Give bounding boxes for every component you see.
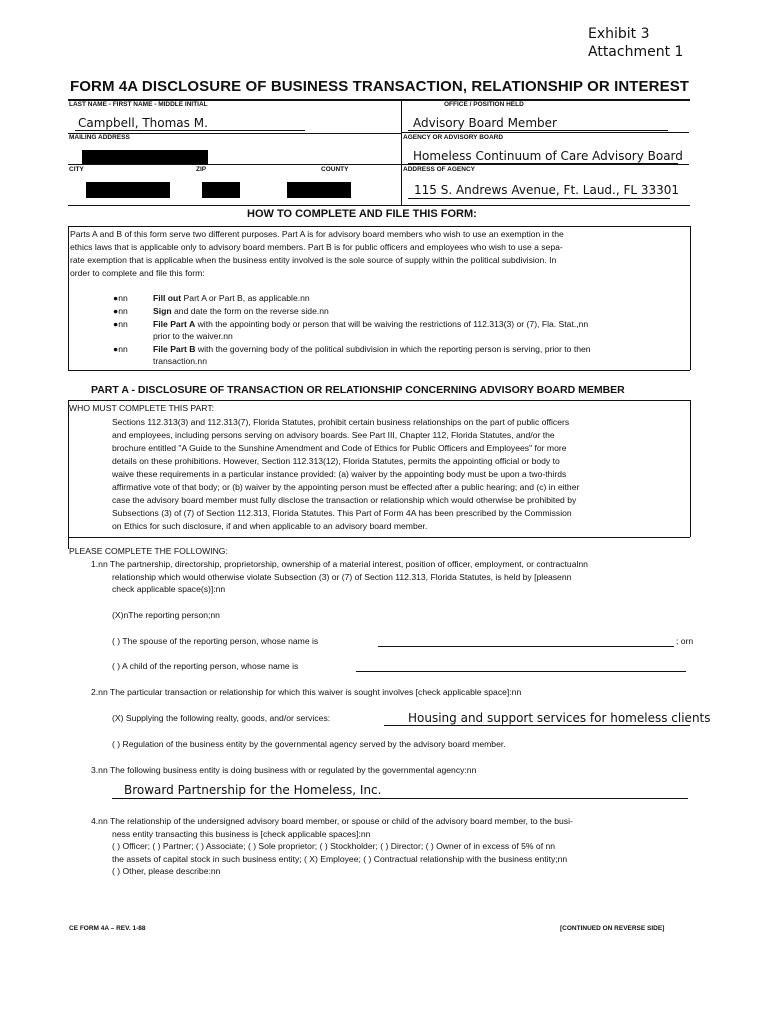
- box-bottom-border: [68, 205, 690, 206]
- box-center-divider: [401, 100, 402, 205]
- who-paragraph-line: waive these requirements in a particular instance provided: (a) waiver by the appointing body must be upon a two-thirds: [112, 469, 567, 479]
- q4-relationship-options[interactable]: ( ) Officer; ( ) Partner; ( ) Associate; ( ) Sole proprietor; ( ) Stockholder; ( ) Director; ( ) Owner of in excess of 5% of nn: [112, 841, 556, 851]
- q2-services-value[interactable]: Housing and support services for homeless clients: [408, 711, 711, 725]
- agency-row-border: [401, 164, 689, 165]
- question-4-line: 4.nn The relationship of the undersigned advisory board member, or spouse or child of the advisory board member, to the busi-: [91, 816, 573, 826]
- howto-heading: HOW TO COMPLETE AND FILE THIS FORM:: [247, 208, 477, 220]
- part-a-left-border: [68, 400, 69, 537]
- office-underline: [408, 130, 668, 131]
- form-revision-label: CE FORM 4A – REV. 1-88: [69, 925, 146, 932]
- mailing-row-border: [68, 164, 401, 165]
- county-label: COUNTY: [321, 166, 349, 173]
- howto-bullet: ●nn Sign and date the form on the reverse side.nn: [113, 306, 329, 316]
- zip-label: ZIP: [196, 166, 207, 173]
- attachment-label: Attachment 1: [588, 44, 684, 60]
- who-paragraph-line: affirmative vote of that body; or (b) waiver by the appointing person must be effected after a public hearing; and (c) in either: [112, 482, 580, 492]
- office-label: OFFICE / POSITION HELD: [444, 101, 524, 108]
- county-redaction: [287, 182, 351, 198]
- office-value[interactable]: Advisory Board Member: [413, 116, 557, 130]
- spouse-name-line[interactable]: [378, 646, 674, 647]
- please-complete-label: PLEASE COMPLETE THE FOLLOWING:: [69, 546, 228, 556]
- howto-intro-line: Parts A and B of this form serve two different purposes. Part A is for advisory board members who wish to use an exemption in the: [70, 229, 564, 239]
- zip-redaction: [202, 182, 240, 198]
- agency-address-value[interactable]: 115 S. Andrews Avenue, Ft. Laud., FL 33301: [414, 183, 680, 197]
- howto-top-border: [68, 226, 690, 227]
- who-paragraph-line: brochure entitled "A Guide to the Sunshine Amendment and Code of Ethics for Public Officers and Employees" for more: [112, 443, 567, 453]
- howto-left-border: [68, 226, 69, 370]
- city-label: CITY: [69, 166, 84, 173]
- howto-intro-line: order to complete and file this form:: [70, 268, 205, 278]
- part-a-right-border: [690, 400, 691, 537]
- q4-other-option[interactable]: ( ) Other, please describe:nn: [112, 866, 221, 876]
- question-2: 2.nn The particular transaction or relationship for which this waiver is sought involves [check applicable space]:nn: [91, 687, 522, 697]
- part-a-who-bottom-border: [68, 537, 690, 538]
- who-paragraph-line: Subsections (3) of (7) of Section 112.313, Florida Statutes. This Part of Form 4A has been prescribed by the Commission: [112, 508, 572, 518]
- name-value[interactable]: Campbell, Thomas M.: [78, 116, 208, 130]
- question-3: 3.nn The following business entity is doing business with or regulated by the governmental agency:nn: [91, 765, 477, 775]
- form-title: FORM 4A DISCLOSURE OF BUSINESS TRANSACTION, RELATIONSHIP OR INTEREST: [70, 78, 690, 95]
- q1-option-reporting-person[interactable]: (X)nThe reporting person;nn: [112, 610, 220, 620]
- q2-option-regulation[interactable]: ( ) Regulation of the business entity by the governmental agency served by the advisory board member.: [112, 739, 506, 749]
- part-a-heading: PART A - DISCLOSURE OF TRANSACTION OR RELATIONSHIP CONCERNING ADVISORY BOARD MEMBER: [91, 384, 625, 396]
- child-name-line[interactable]: [356, 671, 686, 672]
- mailing-redaction: [82, 150, 208, 164]
- address-underline: [408, 198, 670, 199]
- howto-bullet: ●nn File Part A with the appointing body or person that will be waiving the restrictions of 112.313(3) or (7), Fla. Stat.,nn: [113, 319, 589, 329]
- agency-value[interactable]: Homeless Continuum of Care Advisory Board: [413, 149, 683, 163]
- q3-business-entity-value[interactable]: Broward Partnership for the Homeless, Inc.: [124, 783, 382, 797]
- q1-option-spouse-end: ; orn: [676, 636, 694, 646]
- question-1-line: relationship which would otherwise violate Subsection (3) or (7) of Section 112.313, Florida Statutes, is held by [pleasenn: [112, 572, 572, 582]
- who-paragraph-line: case the advisory board member must fully disclose the transaction or relationship which would otherwise be prohibited by: [112, 495, 577, 505]
- who-paragraph-line: and employees, including persons serving on advisory boards. See Part III, Chapter 112, Florida Statutes, and/or the: [112, 430, 555, 440]
- q4-relationship-options[interactable]: the assets of capital stock in such business entity; ( X) Employee; ( ) Contractual relationship with the business entity;nn: [112, 854, 568, 864]
- howto-intro-line: ethics laws that is applicable only to advisory board members. Part B is for public officers and employees who wish to use a sepa-: [70, 242, 563, 252]
- part-a-left-border-tail: [68, 537, 69, 549]
- howto-bullet-continuation: transaction.nn: [153, 356, 207, 366]
- agency-label: AGENCY OR ADVISORY BOARD: [403, 134, 504, 141]
- question-1-line: check applicable space(s)]:nn: [112, 584, 226, 594]
- q1-option-child[interactable]: ( ) A child of the reporting person, whose name is: [112, 661, 299, 671]
- who-must-complete-label: WHO MUST COMPLETE THIS PART:: [69, 403, 214, 413]
- agency-address-label: ADDRESS OF AGENCY: [403, 166, 475, 173]
- continued-label: [CONTINUED ON REVERSE SIDE]: [560, 925, 665, 932]
- howto-right-border: [690, 226, 691, 370]
- q1-option-spouse[interactable]: ( ) The spouse of the reporting person, whose name is: [112, 636, 319, 646]
- who-paragraph-line: Sections 112.313(3) and 112.313(7), Florida Statutes, prohibit certain business relationships on the part of public officers: [112, 417, 570, 427]
- who-paragraph-line: details on these prohibitions. However, Section 112.313(12), Florida Statutes, permits the appointing official or body to: [112, 456, 560, 466]
- name-underline: [75, 130, 305, 131]
- part-a-top-border: [68, 400, 690, 401]
- agency-underline: [408, 163, 678, 164]
- services-line: [384, 725, 690, 726]
- question-1-line: 1.nn The partnership, directorship, proprietorship, ownership of a material interest, position of officer, employment, or contractualnn: [91, 559, 588, 569]
- exhibit-label: Exhibit 3: [588, 26, 650, 42]
- howto-bullet: ●nn File Part B with the governing body of the political subdivision in which the reporting person is serving, prior to then: [113, 344, 591, 354]
- who-paragraph-line: on Ethics for such disclosure, if and when applicable to an advisory board member.: [112, 521, 428, 531]
- howto-bullet: ●nn Fill out Part A or Part B, as applicable.nn: [113, 293, 310, 303]
- question-4-line: ness entity transacting this business is [check applicable spaces]:nn: [112, 829, 371, 839]
- howto-bottom-border: [68, 370, 690, 371]
- business-entity-line: [112, 798, 688, 799]
- mailing-label: MAILING ADDRESS: [69, 134, 130, 141]
- howto-bullet-continuation: prior to the waiver.nn: [153, 331, 233, 341]
- office-row-border: [401, 132, 689, 133]
- name-label: LAST NAME - FIRST NAME - MIDDLE INITIAL: [69, 101, 208, 108]
- howto-intro-line: rate exemption that is applicable when the business entity involved is the sole source of supply within the political subdivision. In: [70, 255, 557, 265]
- city-redaction: [86, 182, 170, 198]
- q2-option-supplying[interactable]: (X) Supplying the following realty, goods, and/or services:: [112, 713, 331, 723]
